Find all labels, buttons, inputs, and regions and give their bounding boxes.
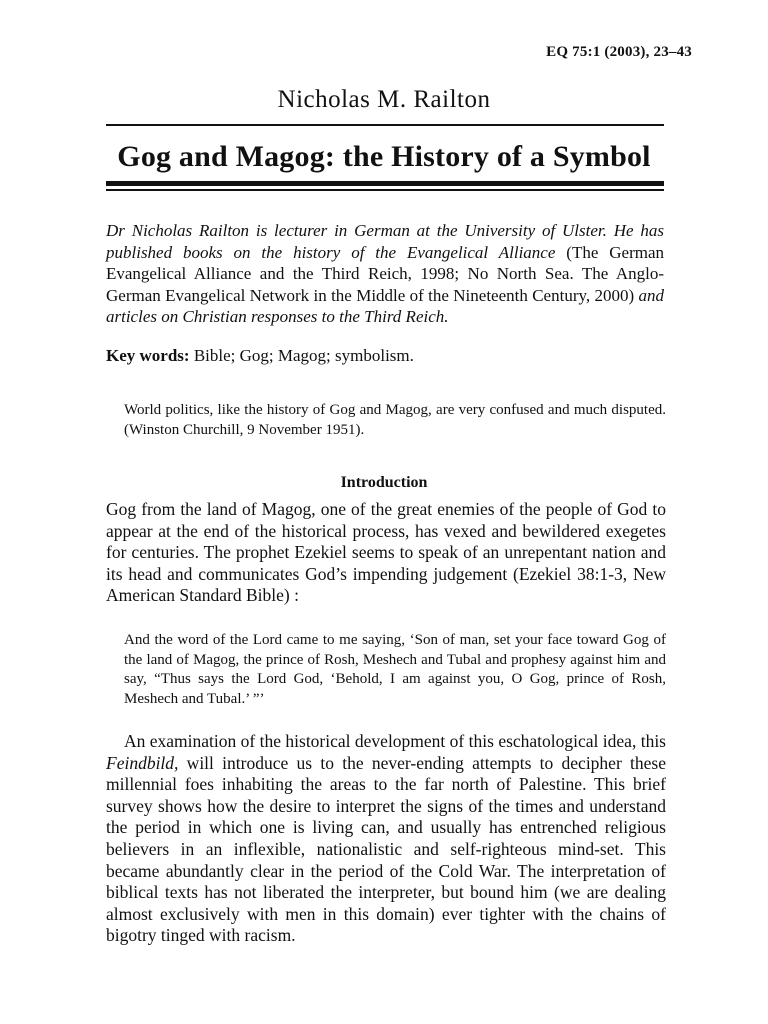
body-paragraph-2 bbox=[106, 731, 666, 947]
title-rule-top bbox=[106, 124, 664, 126]
bio-italic-intro: Dr Nicholas Railton is lecturer in German at the University of Ulster. He has published books on the history of the Evangelical Alliance bbox=[106, 221, 664, 262]
para2-text-a: An examination of the historical development of this eschatological idea, this bbox=[124, 731, 666, 751]
body-paragraph-1: Gog from the land of Magog, one of the great enemies of the people of God to appear at the end of the historical process, has vexed and bewildered exegetes for centuries. The prophet Ezekiel seems to speak of an unrepentant nation and its head and communicates God’s impending judgement (Ezekiel 38:1-3, New American Standard Bible) : bbox=[106, 499, 666, 606]
bio-italic-outro: and articles on Christian responses to the Third Reich. bbox=[106, 285, 664, 326]
para2-italic-term: Feindbild, bbox=[106, 752, 179, 773]
keywords-text: Bible; Gog; Magog; symbolism. bbox=[189, 346, 414, 365]
title-rule-bottom-thin bbox=[106, 189, 664, 191]
bio-book-titles: (The German Evangelical Alliance and the Third Reich, 1998; No North Sea. The Anglo-German Evangelical Network in the Middle of the Nineteenth Century, 2000) bbox=[106, 242, 665, 305]
keywords-line bbox=[106, 345, 664, 366]
epigraph: World politics, like the history of Gog and Magog, are very confused and much disputed. (Winston Churchill, 9 November 1951). bbox=[124, 402, 666, 438]
author-name: Nicholas M. Railton bbox=[277, 86, 491, 113]
article-title: Gog and Magog: the History of a Symbol bbox=[117, 140, 651, 173]
section-heading-introduction: Introduction bbox=[340, 474, 428, 491]
author-bio bbox=[106, 220, 664, 328]
journal-citation: EQ 75:1 (2003), 23–43 bbox=[546, 44, 692, 60]
para2-text-b: will introduce us to the never-ending attempts to decipher these millennial foes inhabiting the areas to the far north of Palestine. This brief survey shows how the desire to interpret the signs of the times and understand the period in which one is living can, and usually has entrenched religious believers in an inflexible, nationalistic and self-righteous mind-set. This became abundantly clear in the period of the Cold War. The interpretation of biblical texts has not liberated the interpreter, but bound him (we are dealing almost exclusively with men in this domain) ever tighter with the chains of bigotry tinged with racism. bbox=[106, 752, 666, 946]
title-rule-bottom-thick bbox=[106, 181, 664, 186]
keywords-label: Key words: bbox=[106, 346, 190, 365]
scripture-quote: And the word of the Lord came to me saying, ‘Son of man, set your face toward Gog of the land of Magog, the prince of Rosh, Meshech and Tubal and prophesy against him and say, “Thus says the Lord God, ‘Behold, I am against you, O Gog, prince of Rosh, Meshech and Tubal.’ ”’ bbox=[124, 632, 666, 707]
